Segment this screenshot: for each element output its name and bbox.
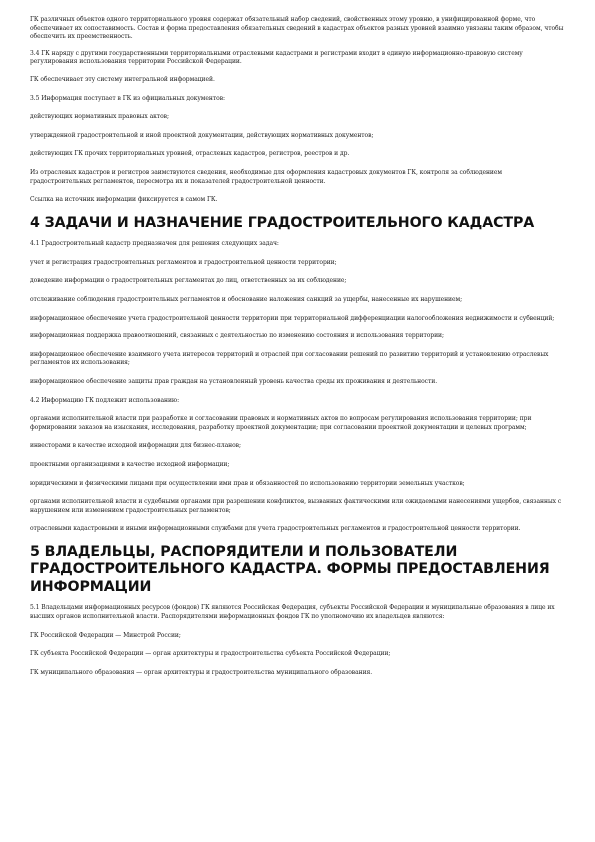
list-item: учет и регистрация градостроительных регламентов и градостроительной ценности территории; xyxy=(30,258,337,266)
list-item: отраслевыми кадастровыми и иными информационными службами для учета градостроительных регламентов и градостроительной ценности территории. xyxy=(30,525,521,533)
list-item: инвесторами в качестве исходной информации для бизнес-планов; xyxy=(30,442,241,450)
paragraph-3-4-b: ГК обеспечивает эту систему интегральной информацией. xyxy=(30,75,215,83)
list-item: ГК Российской Федерации — Минстрой России; xyxy=(30,631,181,639)
list-item: утвержденной градостроительной и иной проектной документации, действующих нормативных документов; xyxy=(30,131,374,139)
paragraph-sources: Из отраслевых кадастров и регистров заимствуются сведения, необходимые для оформления кадастровых документов ГК, контроля за соблюдением градостроительных регламентов, пересмотра их и показателей градостроительной ценности. xyxy=(30,168,502,185)
list-item: доведение информации о градостроительных регламентах до лиц, ответственных за их соблюдение; xyxy=(30,277,347,285)
paragraph-4-1: 4.1 Градостроительный кадастр предназначен для решения следующих задач: xyxy=(30,240,279,248)
paragraph-3-4: 3.4 ГК наряду с другими государственными территориальными отраслевыми кадастрами и регистрами входит в единую информационно-правовую систему регулирования использования территории Российской Федерации. xyxy=(30,49,523,66)
list-item: органами исполнительной власти и судебными органами при разрешении конфликтов, вызванных фактическими или ожидаемыми нанесениями ущербов, связанных с нарушением или изменением градостроительных регламентов; xyxy=(30,498,562,514)
list-item: информационное обеспечение защиты прав граждан на установленный уровень качества среды их проживания и деятельности. xyxy=(30,377,438,385)
list-item: информационная поддержка правоотношений, связанных с деятельностью по изменению состояния и использования территории; xyxy=(30,332,444,340)
paragraph-4-2: 4.2 Информацию ГК подлежит использованию: xyxy=(30,396,180,404)
list-item: действующих нормативных правовых актов; xyxy=(30,113,169,121)
paragraph-3-3-cont: ГК различных объектов одного территориального уровня содержат обязательный набор сведений, свойственных этому уровню, в унифицированной форме, что обеспечивает их сопоставимость. Состав и форма предоставления обязательных сведений в кадастрах объектов разных уровней взаимно увязаны таким образом, чтобы обеспечить их преемственность. xyxy=(30,16,564,41)
list-item: ГК муниципального образования — орган архитектуры и градостроительства муниципального образования. xyxy=(30,668,373,676)
document-page xyxy=(30,16,565,677)
paragraph-5-1: 5.1 Владельцами информационных ресурсов (фондов) ГК являются Российская Федерация, субъекты Российской Федерации и муниципальные образования в лице их высших органов исполнительной власти. Распорядителями информационных фондов ГК по уполномочию их владельцев являются: xyxy=(30,604,555,620)
section-heading-5: 5 ВЛАДЕЛЬЦЫ, РАСПОРЯДИТЕЛИ И ПОЛЬЗОВАТЕЛИ ГРАДОСТРОИТЕЛЬНОГО КАДАСТРА. ФОРМЫ ПРЕДОСТАВЛЕНИЯ ИНФОРМАЦИИ xyxy=(30,543,550,595)
list-item: юридическими и физическими лицами при осуществлении ими прав и обязанностей по использованию территории земельных участков; xyxy=(30,479,465,487)
paragraph-3-5: 3.5 Информация поступает в ГК из официальных документов: xyxy=(30,94,226,102)
list-item: информационное обеспечение учета градостроительной ценности территории при территориальной дифференциации налогообложения недвижимости и субвенций; xyxy=(30,314,555,322)
list-item: органами исполнительной власти при разработке и согласовании правовых и нормативных актов по вопросам регулирования использования территории; при формировании заказов на изыскания, исследования, разработку проектной документации; при согласовании проектной документации и целевых программ; xyxy=(30,415,532,431)
section-heading-4: 4 ЗАДАЧИ И НАЗНАЧЕНИЕ ГРАДОСТРОИТЕЛЬНОГО КАДАСТРА xyxy=(30,214,535,231)
list-item: действующих ГК прочих территориальных уровней, отраслевых кадастров, регистров, реестров и др. xyxy=(30,150,350,158)
list-item: отслеживание соблюдения градостроительных регламентов и обоснование наложения санкций за ущербы, нанесенные их нарушением; xyxy=(30,296,463,303)
list-item: ГК субъекта Российской Федерации — орган архитектуры и градостроительства субъекта Российской Федерации; xyxy=(30,650,391,658)
list-item: информационное обеспечение взаимного учета интересов территорий и отраслей при согласовании решений по развитию территорий и установлению отраслевых регламентов их использования; xyxy=(30,350,549,367)
paragraph-reference: Ссылка на источник информации фиксируется в самом ГК. xyxy=(30,196,218,204)
list-item: проектными организациями в качестве исходной информации; xyxy=(30,460,230,468)
